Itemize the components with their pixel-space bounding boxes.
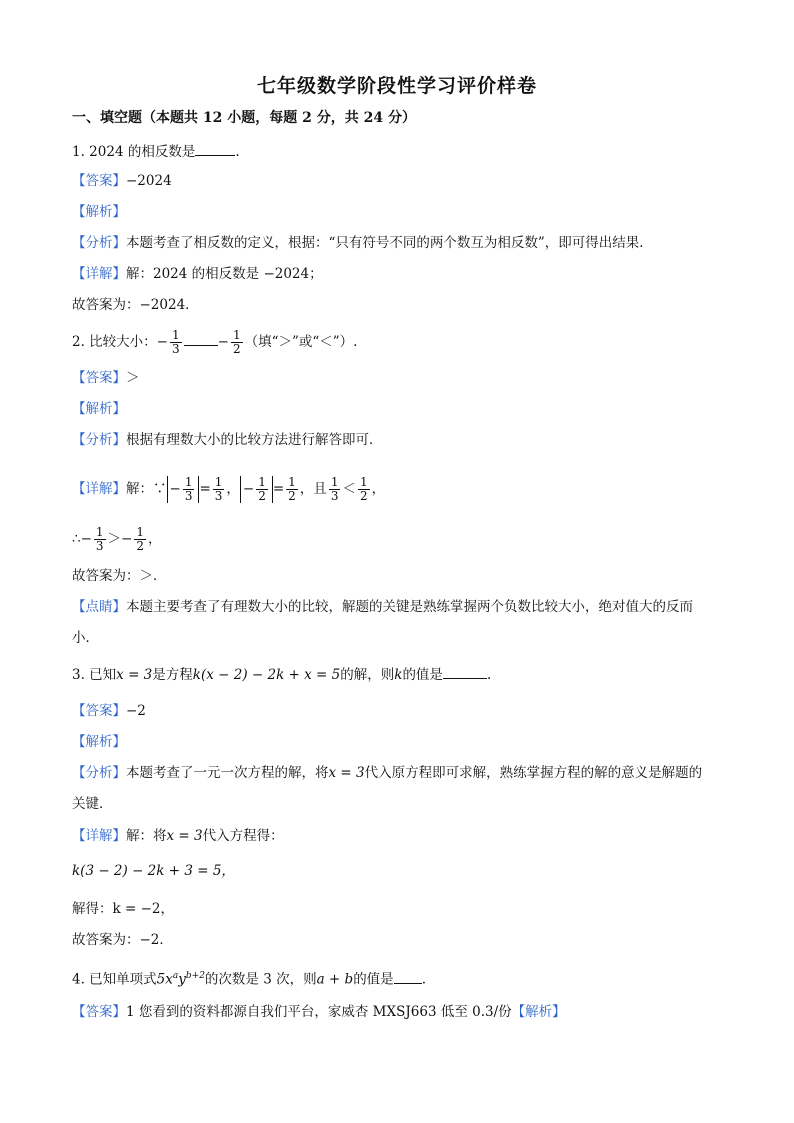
q3-jiexi-tag: 【解析】 — [72, 734, 126, 750]
answer-blank — [184, 331, 218, 346]
q1-final: 故答案为：−2024． — [72, 297, 199, 313]
fraction — [134, 526, 146, 553]
q3-final: 故答案为：−2． — [72, 932, 173, 948]
comma: ， — [226, 481, 240, 497]
q2-dianjing-cont: 小． — [72, 630, 99, 646]
comma: ， — [371, 481, 386, 497]
minus-sign: − — [169, 481, 181, 497]
q2-stem-end: （填“＞”或“＜”）. — [244, 334, 358, 350]
numerator: 1 — [95, 525, 104, 539]
fraction — [358, 476, 370, 503]
q3-xiangjie — [72, 826, 284, 846]
xiangjie-text: 解：将 — [126, 828, 167, 844]
absolute-value — [240, 476, 273, 503]
q3-step1: k(3 − 2) − 2k + 3 = 5， — [72, 863, 235, 879]
q1-stem: 1. 2024 的相反数是 — [72, 144, 196, 160]
numerator: 1 — [232, 328, 241, 342]
fenxi-text-cont: 代入原方程即可求解，熟练掌握方程的解的意义是解题的 — [364, 765, 703, 781]
q4-answer — [72, 1002, 566, 1022]
denominator: 2 — [288, 489, 296, 503]
q3-answer — [72, 701, 146, 721]
xiangjie-tag: 【详解】 — [72, 828, 126, 844]
q4-stem-mid2: 的值是 — [353, 971, 394, 988]
answer-value: ＞ — [126, 370, 140, 386]
denominator: 2 — [258, 489, 266, 503]
numerator: 1 — [330, 475, 339, 489]
condition: x = 3 — [166, 828, 203, 844]
q2-conclusion — [72, 526, 162, 553]
q3-fenxi — [72, 763, 702, 783]
condition: x = 3 — [116, 667, 153, 683]
q4-stem-end: . — [421, 971, 426, 988]
numerator: 1 — [184, 475, 193, 489]
fenxi-text: 本题考查了相反数的定义，根据：“只有符号不同的两个数互为相反数”，即可得出结果． — [126, 235, 653, 251]
fraction — [231, 329, 243, 356]
question-3 — [72, 664, 491, 685]
q3-stem: 3. 已知 — [72, 667, 117, 683]
numerator: 1 — [171, 328, 180, 342]
q1-xiangjie — [72, 264, 323, 284]
minus-sign: − — [242, 481, 255, 497]
q4-stem: 4. 已知单项式 — [72, 971, 157, 988]
question-2 — [72, 329, 357, 356]
xiangjie-text: 解：2024 的相反数是 −2024； — [126, 266, 323, 282]
denominator: 3 — [330, 489, 339, 503]
variable-y: y — [178, 971, 186, 988]
q2-answer — [72, 368, 140, 388]
absolute-value — [167, 476, 200, 503]
section-heading: 一、填空题（本题共 12 小题，每题 2 分，共 24 分） — [72, 110, 416, 126]
fraction — [94, 526, 106, 553]
monomial: 5x — [156, 971, 173, 988]
conjunction: ，且 — [299, 481, 327, 497]
fraction — [286, 476, 298, 503]
xiangjie-tag: 【详解】 — [72, 266, 126, 282]
minus-sign: − — [80, 531, 92, 547]
condition: x = 3 — [328, 765, 365, 781]
equals-sign: = — [272, 481, 285, 497]
numerator: 1 — [258, 475, 266, 489]
page-title: 七年级数学阶段性学习评价样卷 — [256, 75, 537, 97]
fenxi-text: 本题考查了一元一次方程的解，将 — [126, 765, 329, 781]
fenxi-tag: 【分析】 — [72, 432, 126, 448]
fraction — [213, 476, 225, 503]
q2-jiexi-tag: 【解析】 — [72, 401, 126, 417]
fraction — [256, 476, 268, 503]
exponent-a: a — [172, 971, 179, 981]
numerator: 1 — [288, 475, 296, 489]
numerator: 1 — [359, 475, 368, 489]
minus-sign: − — [156, 334, 168, 350]
exponent-b: b+2 — [185, 971, 205, 981]
denominator: 2 — [136, 539, 144, 553]
denominator: 3 — [184, 489, 193, 503]
q3-step2: 解得：k = −2， — [72, 901, 174, 917]
answer-value: −2 — [126, 703, 146, 719]
denominator: 3 — [214, 489, 223, 503]
minus-sign: − — [121, 531, 133, 547]
greater-than-sign: ＞ — [107, 531, 122, 547]
q1-fenxi — [72, 233, 653, 253]
q4-stem-mid: 的次数是 3 次，则 — [204, 971, 317, 988]
answer-tag: 【答案】 — [72, 173, 126, 189]
question-4 — [72, 966, 426, 990]
q3-fenxi-cont: 关键． — [72, 796, 113, 812]
fraction — [170, 329, 182, 356]
q1-jiexi-tag: 【解析】 — [72, 204, 126, 220]
q1-stem-end: . — [235, 144, 240, 160]
q3-stem-end: . — [486, 667, 492, 683]
fraction — [329, 476, 341, 503]
therefore-sign: ∴ — [72, 531, 81, 547]
answer-tag: 【答案】 — [72, 703, 126, 719]
equation: k(x − 2) − 2k + x = 5 — [192, 667, 341, 683]
q2-xiangjie — [72, 476, 385, 503]
q2-final: 故答案为：＞． — [72, 568, 167, 584]
q2-stem: 2. 比较大小： — [72, 334, 157, 350]
dianjing-tag: 【点睛】 — [72, 599, 126, 615]
q3-stem-mid: 是方程 — [152, 667, 193, 683]
denominator: 2 — [232, 342, 241, 356]
answer-value: 1 您看到的资料都源自我们平台，家威杏 MXSJ663 低至 0.3/份 — [126, 1004, 512, 1020]
q2-dianjing — [72, 597, 693, 617]
answer-tag: 【答案】 — [72, 1004, 126, 1020]
question-1 — [72, 141, 240, 162]
q3-stem-mid2: 的解，则 — [340, 667, 395, 683]
less-than-sign: ＜ — [342, 481, 356, 497]
minus-sign: − — [217, 334, 229, 350]
denominator: 2 — [359, 489, 368, 503]
comma: ， — [148, 531, 162, 547]
equals-sign: = — [199, 481, 211, 497]
xiangjie-text-cont: 代入方程得： — [202, 828, 284, 844]
denominator: 3 — [95, 539, 104, 553]
fraction — [183, 476, 195, 503]
answer-blank — [394, 969, 422, 984]
variable-k: k — [394, 667, 403, 683]
jiexi-tag: 【解析】 — [511, 1004, 566, 1020]
answer-blank — [195, 141, 235, 156]
xiangjie-text: 解：∵ — [126, 481, 167, 497]
dianjing-text: 本题主要考查了有理数大小的比较，解题的关键是熟练掌握两个负数比较大小，绝对值大的反而 — [126, 599, 693, 615]
numerator: 1 — [214, 475, 223, 489]
q2-fenxi — [72, 430, 383, 450]
numerator: 1 — [136, 525, 144, 539]
answer-value: −2024 — [126, 173, 172, 189]
answer-blank — [443, 664, 487, 679]
q3-stem-mid3: 的值是 — [402, 667, 443, 683]
expression-ab: a + b — [316, 971, 354, 988]
fenxi-tag: 【分析】 — [72, 765, 126, 781]
fenxi-tag: 【分析】 — [72, 235, 126, 251]
fenxi-text: 根据有理数大小的比较方法进行解答即可． — [126, 432, 383, 448]
denominator: 3 — [171, 342, 180, 356]
xiangjie-tag: 【详解】 — [72, 481, 126, 497]
answer-tag: 【答案】 — [72, 370, 126, 386]
q1-answer — [72, 171, 172, 191]
